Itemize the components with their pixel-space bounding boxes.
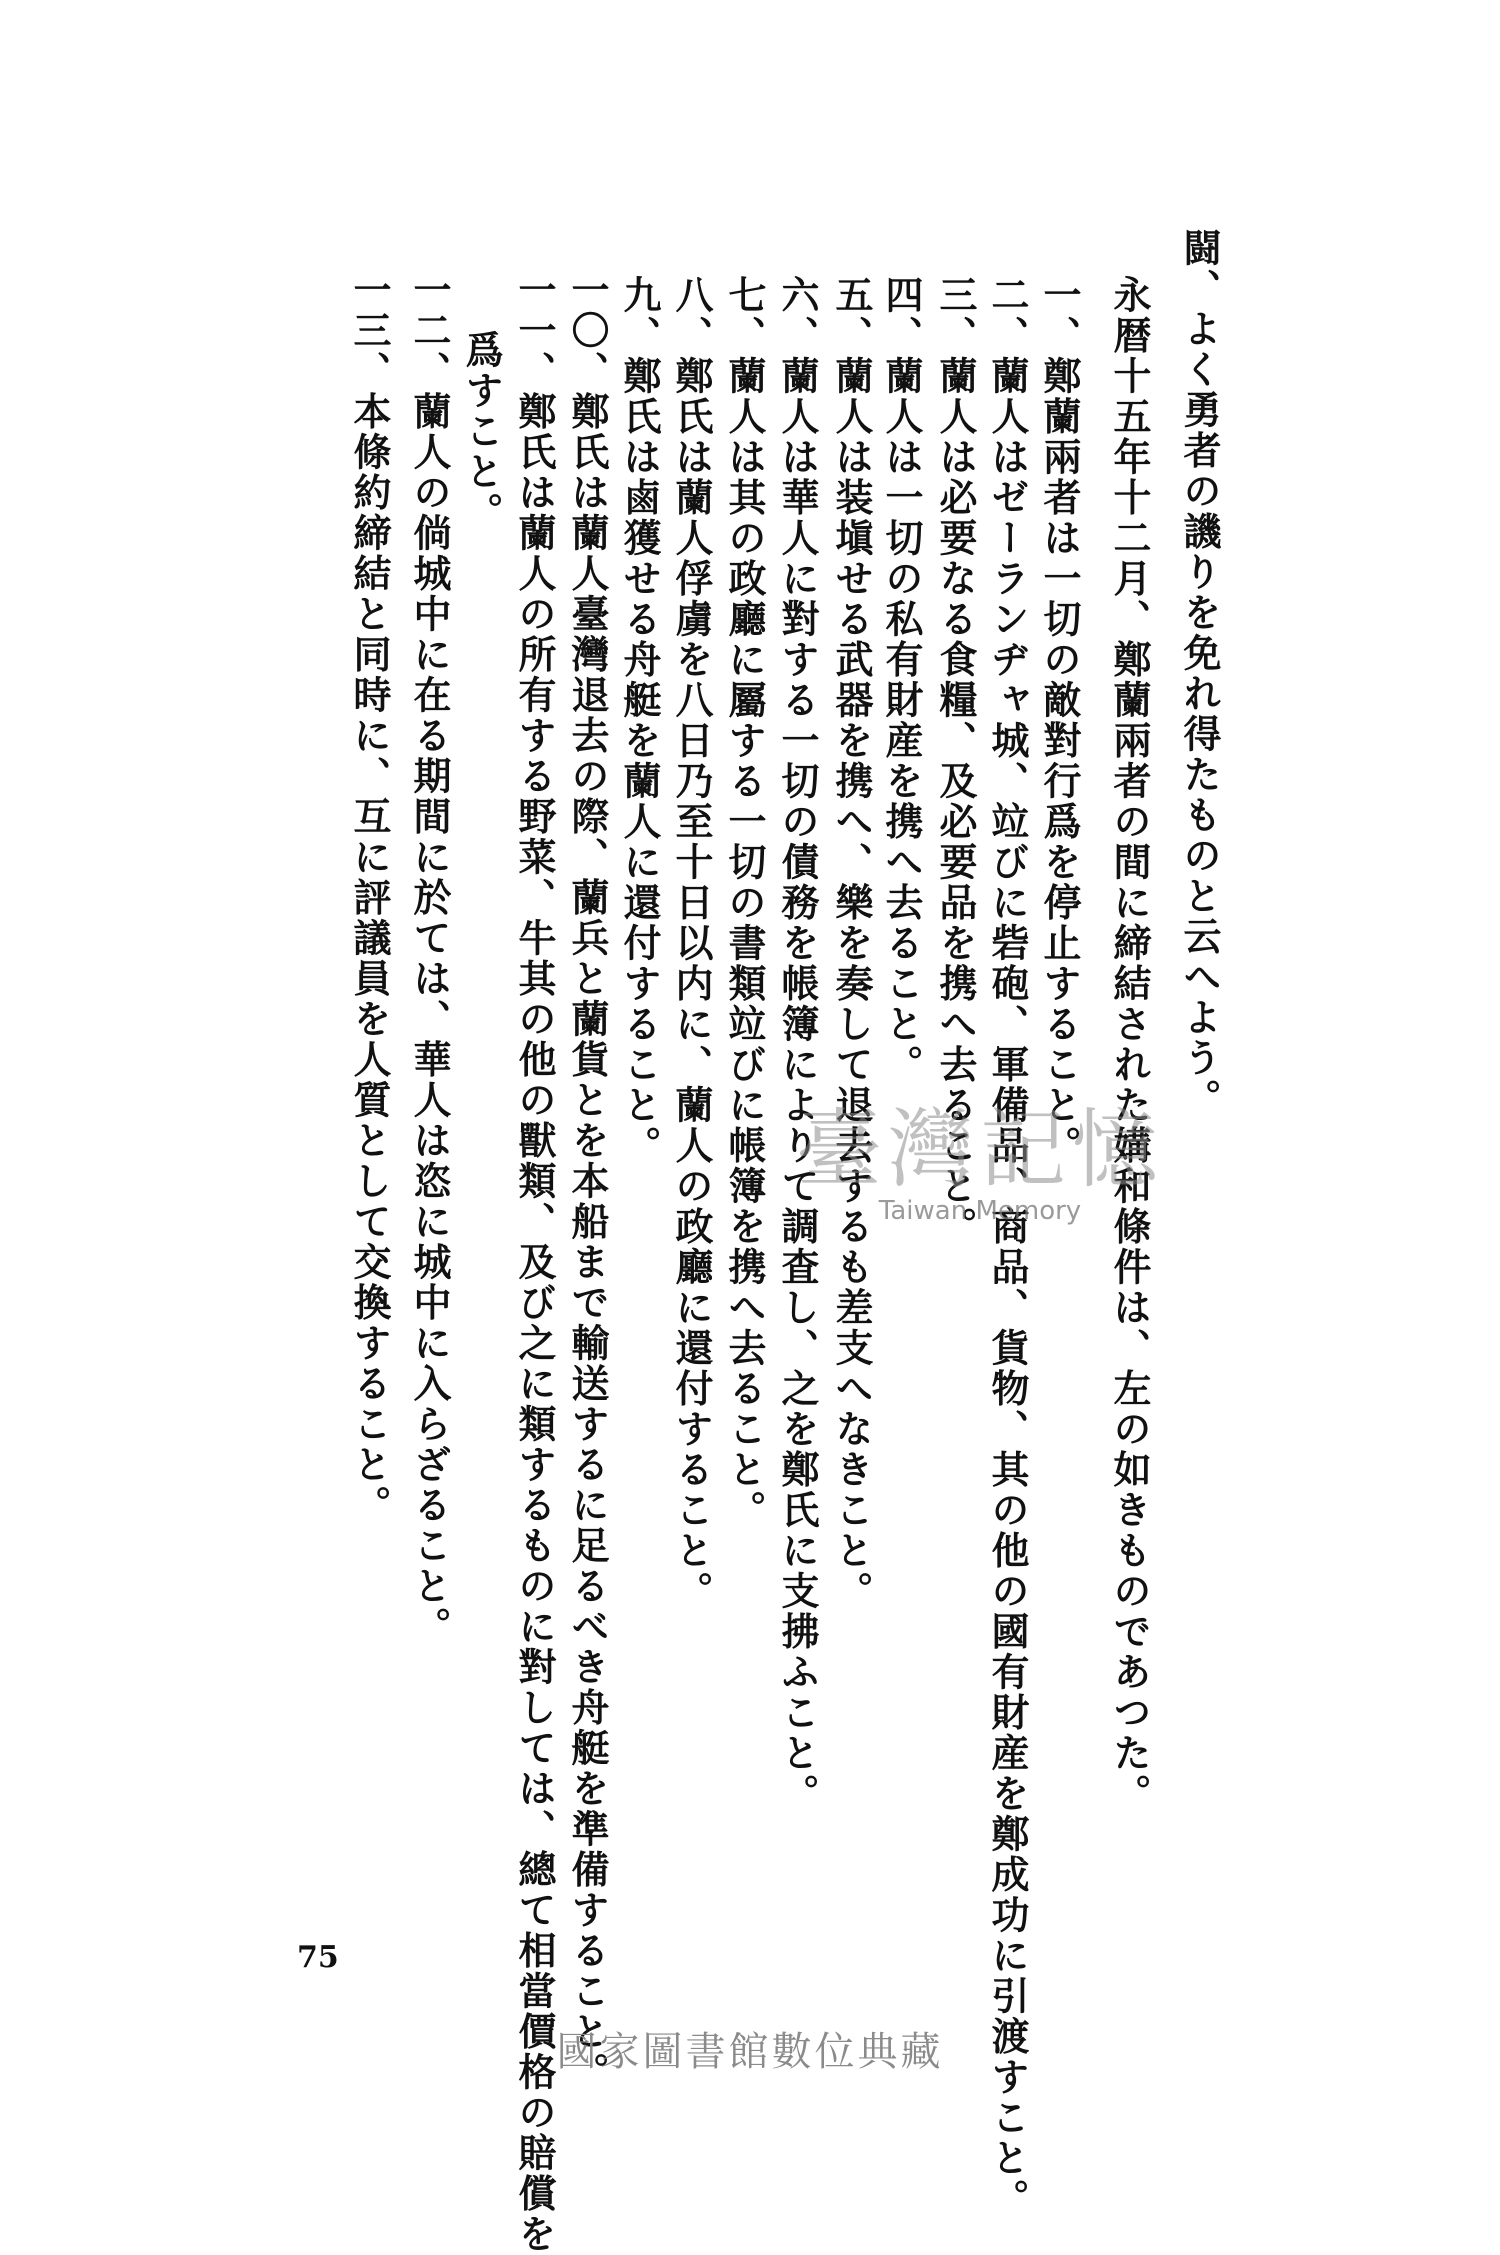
text-column-1: 闘、よく勇者の譏りを免れ得たものと云へよう。: [1177, 228, 1222, 1119]
text-column-4: 二、蘭人はゼーランヂャ城、竝びに砦砲、軍備品、商品、貨物、其の他の國有財産を鄭成功に引渡すこと。: [985, 275, 1030, 2219]
watermark-sub-text: Taiwan Memory: [878, 1196, 1082, 1226]
text-column-10: 八、鄭氏は蘭人俘虜を八日乃至十日以内に、蘭人の政廳に還付すること。: [669, 275, 714, 1612]
text-column-6: 四、蘭人は一切の私有財産を携へ去ること。: [879, 275, 924, 1085]
text-column-16: 一三、本條約締結と同時に、互に評議員を人質として交換すること。: [347, 270, 392, 1526]
text-column-2: 永暦十五年十二月、鄭蘭兩者の間に締結された媾和條件は、左の如きものであつた。: [1107, 275, 1152, 1814]
page-number: 75: [297, 1940, 339, 1975]
text-column-5: 三、蘭人は必要なる食糧、及必要品を携へ去ること。: [933, 275, 978, 1247]
text-column-12: 一〇、鄭氏は蘭人臺灣退去の際、蘭兵と蘭貨とを本船まで輸送するに足るべき舟艇を準備すること。: [565, 270, 610, 2093]
text-column-14: 爲すこと。: [459, 330, 504, 533]
footer-caption: 國家圖書館數位典藏: [556, 2029, 944, 2075]
text-column-15: 一二、蘭人の倘城中に在る期間に於ては、華人は恣に城中に入らざること。: [407, 270, 452, 1647]
text-column-7: 五、蘭人は装塡せる武器を携へ、樂を奏して退去するも差支へなきこと。: [829, 275, 874, 1612]
watermark-main-text: 臺灣記憶: [796, 1100, 1164, 1200]
text-column-8: 六、蘭人は華人に對する一切の債務を帳簿によりて調査し、之を鄭氏に支拂ふこと。: [775, 275, 820, 1814]
text-column-9: 七、蘭人は其の政廳に屬する一切の書類竝びに帳簿を携へ去ること。: [722, 275, 767, 1531]
text-column-13: 一一、鄭氏は蘭人の所有する野菜、牛其の他の獸類、及び之に類するものに對しては、總て相當價格の賠償を: [512, 270, 557, 2255]
text-column-11: 九、鄭氏は鹵獲せる舟艇を蘭人に還付すること。: [617, 275, 662, 1166]
text-column-3: 一、鄭蘭兩者は一切の敵對行爲を停止すること。: [1037, 275, 1082, 1166]
